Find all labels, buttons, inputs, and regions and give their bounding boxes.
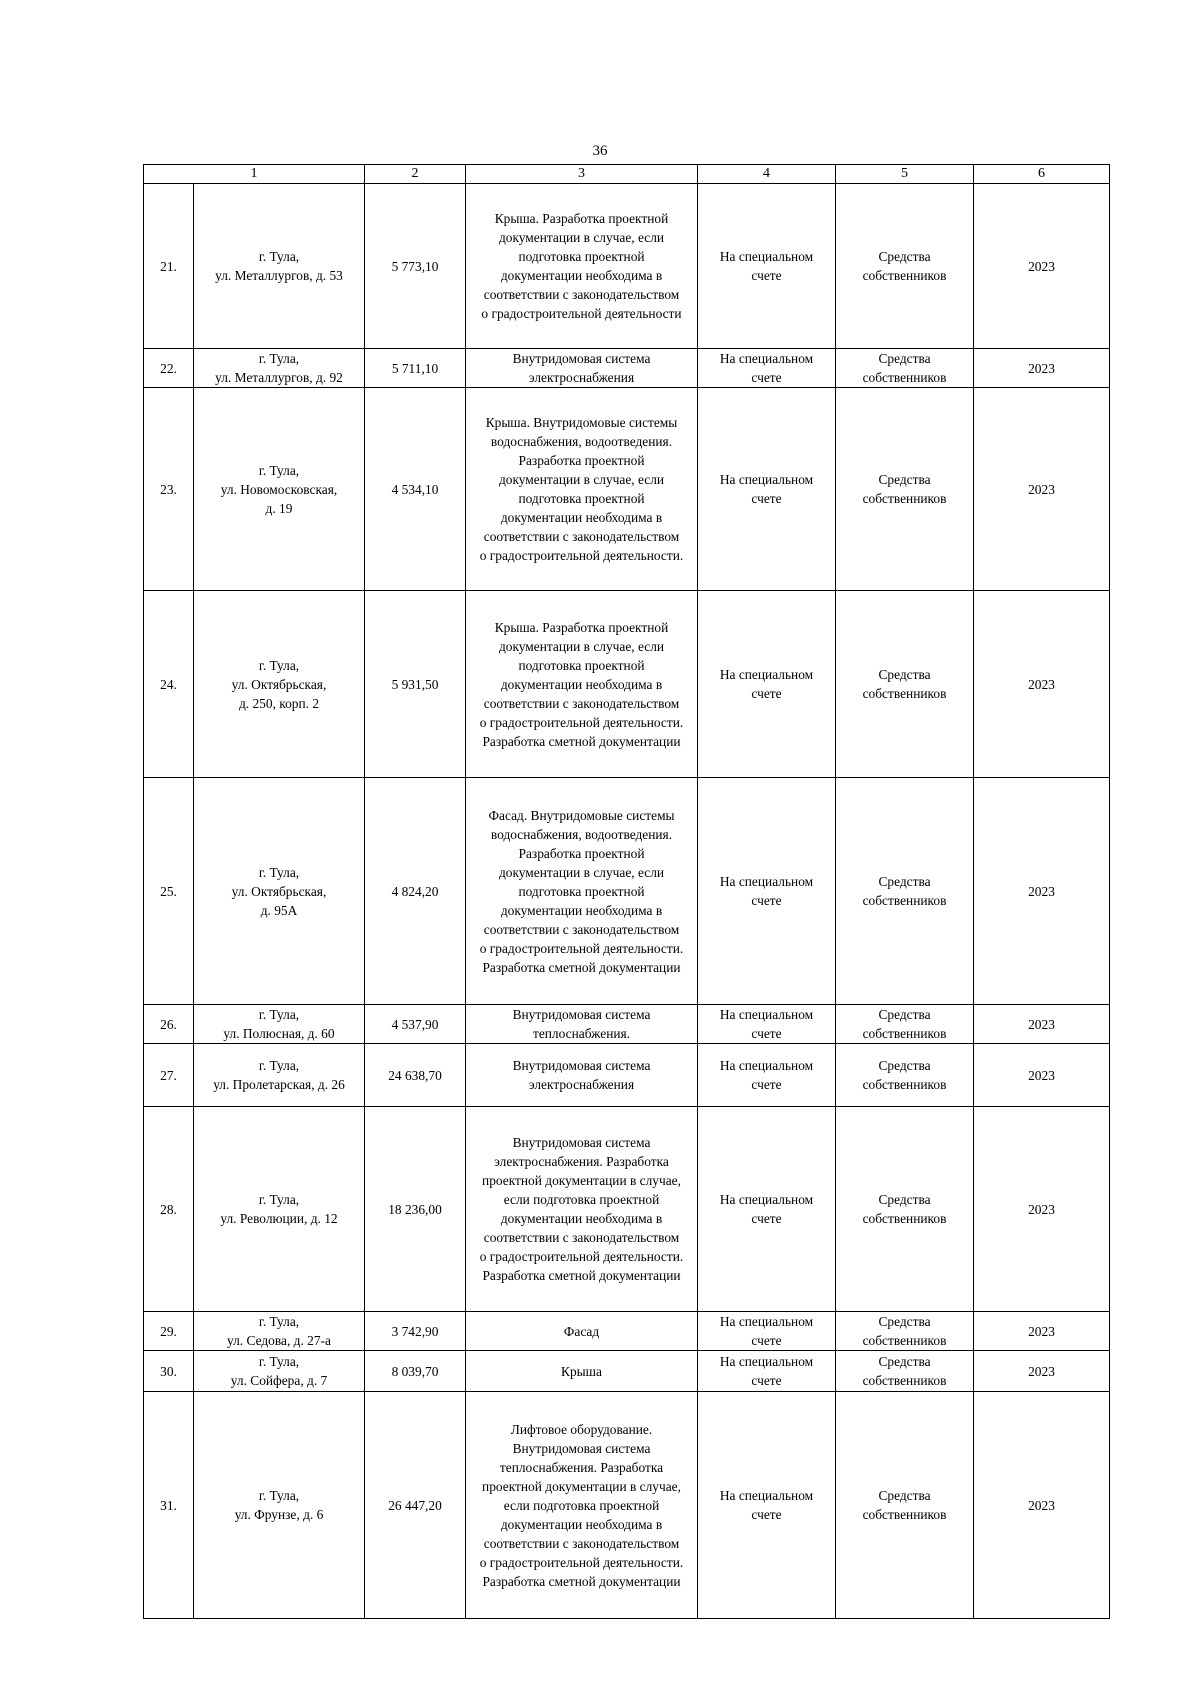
area-cell (365, 1392, 466, 1619)
row-number (144, 1107, 194, 1312)
row-number-text: 23. (160, 481, 177, 497)
header-cell-2: 2 (365, 165, 466, 184)
row-number (144, 1351, 194, 1392)
table-row (144, 1005, 1110, 1044)
funds-cell (836, 349, 974, 388)
area-cell (365, 388, 466, 591)
table-row (144, 349, 1110, 388)
row-number (144, 591, 194, 778)
works-cell-text: Крыша. Разработка проектной документации в случае, если подготовка проектной документации необходима в соответствии с законодательством о градостроительной деятельности. Разработка сметной документации (479, 619, 684, 749)
works-cell (466, 1107, 698, 1312)
table-row (144, 1351, 1110, 1392)
year-cell (974, 1107, 1110, 1312)
year-cell (974, 778, 1110, 1005)
area-cell-text: 4 537,90 (391, 1016, 439, 1032)
works-cell (466, 1392, 698, 1619)
address-cell (194, 1005, 365, 1044)
area-cell-text: 4 534,10 (391, 481, 439, 497)
account-cell (698, 349, 836, 388)
works-cell-text: Лифтовое оборудование. Внутридомовая система теплоснабжения. Разработка проектной документации в случае, если подготовка проектной документации необходима в соответствии с законодательством о градостроительной деятельности. Разработка сметной документации (479, 1421, 684, 1589)
row-number-text: 25. (160, 883, 177, 899)
funds-cell (836, 388, 974, 591)
funds-cell-text: Средства собственников (862, 249, 947, 283)
account-cell-text: На специальном счете (719, 351, 814, 385)
table-row (144, 184, 1110, 349)
area-cell-text: 4 824,20 (391, 883, 439, 899)
year-cell (974, 1005, 1110, 1044)
works-cell (466, 388, 698, 591)
account-cell (698, 1392, 836, 1619)
works-cell-text: Внутридомовая система теплоснабжения. (512, 1007, 651, 1041)
account-cell-text: На специальном счете (719, 1314, 814, 1348)
address-cell (194, 184, 365, 349)
table-row (144, 1392, 1110, 1619)
year-cell-text: 2023 (1028, 360, 1055, 376)
funds-cell (836, 778, 974, 1005)
works-cell (466, 1044, 698, 1107)
funds-cell (836, 1005, 974, 1044)
account-cell-text: На специальном счете (719, 1192, 814, 1226)
works-cell-text: Крыша. Внутридомовые системы водоснабжения, водоотведения. Разработка проектной документации в случае, если подготовка проектной документации необходима в соответствии с законодательством о градостроительной деятельности. (479, 415, 684, 563)
row-number (144, 778, 194, 1005)
funds-cell (836, 1392, 974, 1619)
address-cell-text: г. Тула, ул. Сойфера, д. 7 (230, 1354, 328, 1388)
account-cell-text: На специальном счете (719, 874, 814, 908)
area-cell-text: 3 742,90 (391, 1323, 439, 1339)
year-cell-text: 2023 (1028, 1497, 1055, 1513)
account-cell-text: На специальном счете (719, 1058, 814, 1092)
funds-cell-text: Средства собственников (862, 1314, 947, 1348)
account-cell (698, 1005, 836, 1044)
address-cell (194, 349, 365, 388)
address-cell-text: г. Тула, ул. Революции, д. 12 (220, 1192, 338, 1226)
works-cell (466, 591, 698, 778)
row-number (144, 1312, 194, 1351)
funds-cell (836, 1312, 974, 1351)
year-cell-text: 2023 (1028, 883, 1055, 899)
funds-cell-text: Средства собственников (862, 351, 947, 385)
funds-cell-text: Средства собственников (862, 1192, 947, 1226)
account-cell (698, 1351, 836, 1392)
year-cell-text: 2023 (1028, 1363, 1055, 1379)
address-cell (194, 1044, 365, 1107)
table-row (144, 1107, 1110, 1312)
table-row (144, 1312, 1110, 1351)
funds-cell (836, 1351, 974, 1392)
header-cell-5: 5 (836, 165, 974, 184)
account-cell (698, 388, 836, 591)
address-cell (194, 778, 365, 1005)
address-cell (194, 1351, 365, 1392)
header-cell-1: 1 (144, 165, 365, 184)
capital-repair-table (143, 164, 1110, 1619)
area-cell (365, 778, 466, 1005)
area-cell (365, 1351, 466, 1392)
works-cell-text: Внутридомовая система электроснабжения. Разработка проектной документации в случае, если подготовка проектной документации необходима в соответствии с законодательством о градостроительной деятельности. Разработка сметной документации (479, 1135, 684, 1283)
area-cell-text: 5 931,50 (391, 676, 439, 692)
account-cell-text: На специальном счете (719, 667, 814, 701)
row-number (144, 1005, 194, 1044)
account-cell (698, 778, 836, 1005)
page-number: 36 (592, 143, 608, 159)
row-number (144, 1044, 194, 1107)
area-cell (365, 1044, 466, 1107)
area-cell (365, 184, 466, 349)
address-cell-text: г. Тула, ул. Октябрьская, д. 95А (231, 864, 327, 918)
address-cell (194, 591, 365, 778)
area-cell-text: 8 039,70 (391, 1363, 439, 1379)
row-number-text: 31. (160, 1497, 177, 1513)
row-number (144, 1392, 194, 1619)
account-cell-text: На специальном счете (719, 249, 814, 283)
address-cell-text: г. Тула, ул. Пролетарская, д. 26 (213, 1058, 345, 1092)
account-cell-text: На специальном счете (719, 472, 814, 506)
account-cell (698, 184, 836, 349)
funds-cell-text: Средства собственников (862, 1354, 947, 1388)
account-cell-text: На специальном счете (719, 1488, 814, 1522)
header-cell-6: 6 (974, 165, 1110, 184)
funds-cell-text: Средства собственников (862, 1007, 947, 1041)
year-cell (974, 1392, 1110, 1619)
row-number-text: 27. (160, 1067, 177, 1083)
account-cell (698, 591, 836, 778)
address-cell (194, 1392, 365, 1619)
works-cell (466, 349, 698, 388)
funds-cell-text: Средства собственников (862, 472, 947, 506)
funds-cell (836, 1107, 974, 1312)
header-cell-4: 4 (698, 165, 836, 184)
row-number (144, 388, 194, 591)
account-cell-text: На специальном счете (719, 1354, 814, 1388)
year-cell (974, 1044, 1110, 1107)
year-cell-text: 2023 (1028, 1323, 1055, 1339)
area-cell-text: 24 638,70 (388, 1067, 442, 1083)
funds-cell-text: Средства собственников (862, 1488, 947, 1522)
table-row (144, 388, 1110, 591)
address-cell-text: г. Тула, ул. Металлургов, д. 53 (215, 249, 343, 283)
address-cell-text: г. Тула, ул. Полюсная, д. 60 (223, 1007, 335, 1041)
address-cell-text: г. Тула, ул. Октябрьская, д. 250, корп. 2 (231, 657, 327, 711)
works-cell-text: Крыша. Разработка проектной документации в случае, если подготовка проектной документации необходима в соответствии с законодательством о градостроительной деятельности (481, 211, 682, 321)
table-row (144, 1044, 1110, 1107)
account-cell (698, 1107, 836, 1312)
works-cell (466, 778, 698, 1005)
row-number-text: 29. (160, 1323, 177, 1339)
works-cell-text: Внутридомовая система электроснабжения (512, 351, 651, 385)
row-number (144, 349, 194, 388)
row-number-text: 24. (160, 676, 177, 692)
account-cell-text: На специальном счете (719, 1007, 814, 1041)
address-cell-text: г. Тула, ул. Седова, д. 27-а (227, 1314, 331, 1348)
works-cell (466, 1351, 698, 1392)
funds-cell-text: Средства собственников (862, 667, 947, 701)
year-cell-text: 2023 (1028, 481, 1055, 497)
year-cell (974, 1312, 1110, 1351)
account-cell (698, 1044, 836, 1107)
works-cell (466, 1005, 698, 1044)
year-cell-text: 2023 (1028, 258, 1055, 274)
header-row (144, 165, 1110, 184)
works-cell (466, 1312, 698, 1351)
row-number-text: 30. (160, 1363, 177, 1379)
account-cell (698, 1312, 836, 1351)
area-cell (365, 1312, 466, 1351)
funds-cell (836, 1044, 974, 1107)
works-cell-text: Фасад. Внутридомовые системы водоснабжения, водоотведения. Разработка проектной документации в случае, если подготовка проектной документации необходима в соответствии с законодательством о градостроительной деятельности. Разработка сметной документации (479, 807, 684, 975)
address-cell-text: г. Тула, ул. Металлургов, д. 92 (215, 351, 343, 385)
year-cell (974, 349, 1110, 388)
area-cell (365, 1107, 466, 1312)
area-cell (365, 591, 466, 778)
address-cell (194, 1107, 365, 1312)
year-cell-text: 2023 (1028, 1016, 1055, 1032)
address-cell-text: г. Тула, ул. Новомосковская, д. 19 (220, 462, 338, 516)
area-cell-text: 5 711,10 (391, 360, 439, 376)
funds-cell (836, 184, 974, 349)
year-cell (974, 591, 1110, 778)
works-cell (466, 184, 698, 349)
year-cell (974, 184, 1110, 349)
year-cell-text: 2023 (1028, 676, 1055, 692)
year-cell-text: 2023 (1028, 1067, 1055, 1083)
address-cell (194, 1312, 365, 1351)
area-cell-text: 26 447,20 (388, 1497, 442, 1513)
row-number-text: 22. (160, 360, 177, 376)
works-cell-text: Фасад (563, 1323, 600, 1339)
funds-cell (836, 591, 974, 778)
area-cell (365, 349, 466, 388)
header-cell-3: 3 (466, 165, 698, 184)
funds-cell-text: Средства собственников (862, 1058, 947, 1092)
table-row (144, 778, 1110, 1005)
area-cell (365, 1005, 466, 1044)
works-cell-text: Внутридомовая система электроснабжения (512, 1058, 651, 1092)
row-number (144, 184, 194, 349)
row-number-text: 28. (160, 1201, 177, 1217)
table-row (144, 591, 1110, 778)
year-cell (974, 1351, 1110, 1392)
area-cell-text: 5 773,10 (391, 258, 439, 274)
funds-cell-text: Средства собственников (862, 874, 947, 908)
works-cell-text: Крыша (561, 1363, 602, 1379)
row-number-text: 21. (160, 258, 177, 274)
row-number-text: 26. (160, 1016, 177, 1032)
year-cell (974, 388, 1110, 591)
area-cell-text: 18 236,00 (388, 1201, 442, 1217)
year-cell-text: 2023 (1028, 1201, 1055, 1217)
address-cell (194, 388, 365, 591)
address-cell-text: г. Тула, ул. Фрунзе, д. 6 (234, 1488, 324, 1522)
